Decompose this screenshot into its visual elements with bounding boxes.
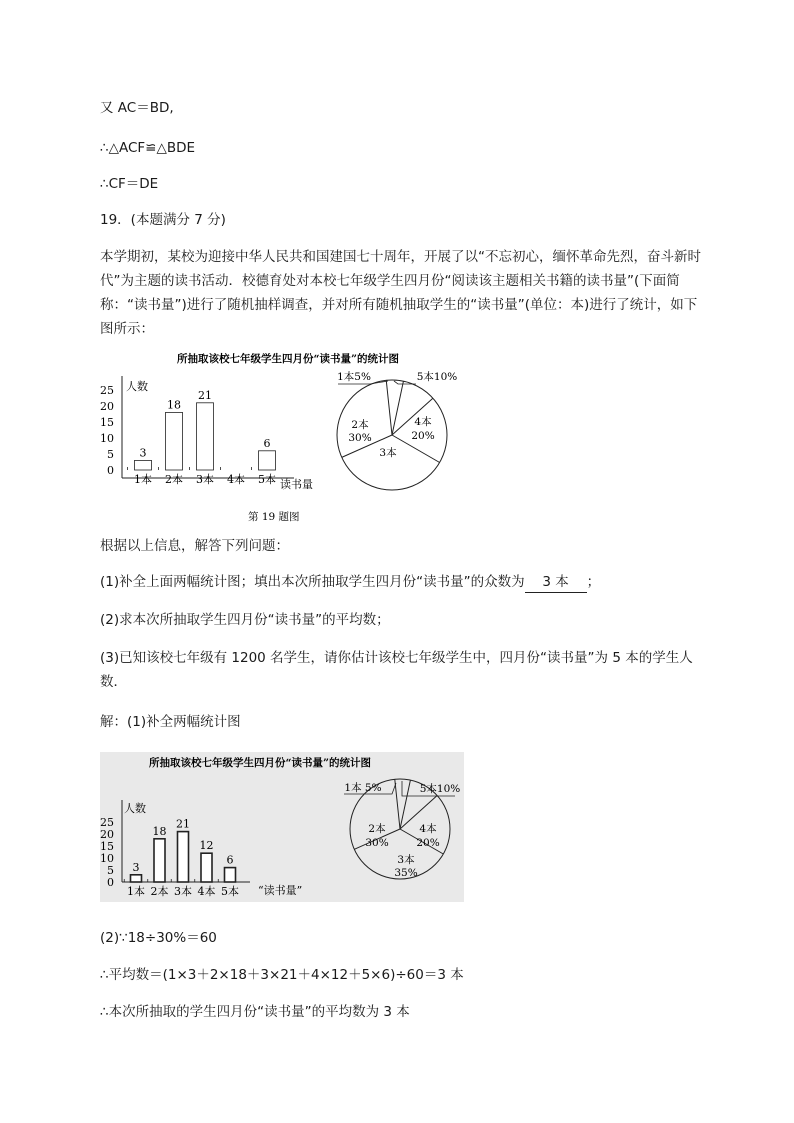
q1-answer: 3 本 [525,572,587,593]
q2-line: (2)求本次所抽取学生四月份“读书量”的平均数； [100,612,390,628]
bar-value-label: 21 [198,388,212,402]
x-tick-label: 1本 [134,473,152,486]
bar [225,868,236,882]
bar-value-label: 6 [226,853,234,867]
pie-label: 30% [365,837,389,849]
answer-figure-title: 所抽取该校七年级学生四月份“读书量”的统计图 [148,757,372,769]
answer-figure [100,752,464,902]
proof-line-3: ∴CF＝DE [100,176,159,192]
pie-slice-boundary [392,381,403,435]
question-heading: 19．(本题满分 7 分) [100,212,226,228]
bar-value-label: 18 [167,398,181,412]
bar-value-label: 3 [139,446,147,460]
y-tick-label: 5 [107,448,114,461]
y-tick-label: 0 [107,876,114,889]
figure-title: 所抽取该校七年级学生四月份“读书量”的统计图 [176,353,400,365]
x-tick-label: 2本 [150,885,169,898]
q1-prefix: (1)补全上面两幅统计图；填出本次所抽取学生四月份“读书量”的众数为 [100,574,525,590]
pie-label: 5本10% [419,783,461,795]
q1-line [100,572,600,593]
pie-label: 1本5% [337,371,371,383]
pie-label: 35% [394,867,418,879]
x-tick-label: 4本 [227,473,245,486]
pie-label: 20% [411,430,435,442]
answer-y-axis-label: 人数 [124,802,146,815]
y-tick-label: 15 [100,840,114,853]
solution-line-2: (2)∵18÷30%＝60 [100,930,217,946]
y-tick-label: 25 [100,384,114,397]
bar-value-label: 6 [263,436,271,450]
pie-label: 1本 5% [344,782,382,794]
proof-line-2: ∴△ACF≌△BDE [100,140,196,156]
solution-heading: 解：(1)补全两幅统计图 [100,714,241,730]
bar-value-label: 3 [132,860,140,874]
y-tick-label: 10 [100,852,114,865]
intro-line: 根据以上信息，解答下列问题： [100,538,289,554]
answer-x-axis-label: “读书量” [258,884,303,897]
proof-line-1: 又 AC＝BD, [100,100,174,116]
bar-value-label: 12 [199,839,214,853]
pie-label: 3本 [379,447,397,459]
solution-line-3: ∴平均数＝(1×3＋2×18＋3×21＋4×12＋5×6)÷60＝3 本 [100,967,464,983]
pie-label: 5本10% [416,371,458,383]
bar [154,839,165,882]
bar [166,412,183,470]
bar-value-label: 18 [152,824,167,838]
x-axis-label: 读书量 [280,478,313,491]
x-tick-label: 5本 [258,473,276,486]
bar [197,403,214,470]
bar [201,853,212,882]
pie-label: 2本 [368,823,386,835]
question-figure [100,348,480,528]
pie-label: 3本 [397,854,415,866]
bar [131,875,142,882]
solution-line-4: ∴本次所抽取的学生四月份“读书量”的平均数为 3 本 [100,1004,410,1020]
y-tick-label: 10 [100,432,114,445]
x-tick-label: 3本 [174,885,192,898]
q3-line: (3)已知该校七年级有 1200 名学生，请你估计该校七年级学生中，四月份“读书量”为 5 本的学生人数． [100,650,693,690]
y-tick-label: 0 [107,464,114,477]
y-tick-label: 15 [100,416,114,429]
bar-value-label: 21 [176,817,190,831]
pie-label: 30% [348,432,372,444]
pie-label: 2本 [351,419,369,431]
y-tick-label: 20 [100,400,114,413]
pie-label: 4本 [419,823,437,835]
x-tick-label: 5本 [221,885,239,898]
bar [135,460,152,470]
y-tick-label: 5 [107,864,114,877]
question-body: 本学期初，某校为迎接中华人民共和国建国七十周年，开展了以“不忘初心，缅怀革命先烈，奋斗新时代”为主题的读书活动．校德育处对本校七年级学生四月份“阅读该主题相关书籍的读书量”(下面简称：“读书量”)进行了随机抽样调查，并对所有随机抽取学生的“读书量”(单位：本)进行了统计，如下图所示： [100,249,701,337]
pie-slice-boundary [386,380,392,435]
y-axis-label: 人数 [126,380,148,393]
y-tick-label: 25 [100,816,114,829]
pie-label: 20% [416,837,440,849]
pie-label: 4本 [414,416,432,428]
y-tick-label: 20 [100,828,114,841]
q1-suffix: ； [586,574,601,590]
x-tick-label: 1本 [127,885,145,898]
bar [178,832,189,882]
x-tick-label: 2本 [165,473,183,486]
x-tick-label: 4本 [197,885,216,898]
figure-caption: 第 19 题图 [248,511,300,523]
pie-slice-boundary [395,779,400,829]
x-tick-label: 3本 [196,473,214,486]
bar [259,451,276,470]
